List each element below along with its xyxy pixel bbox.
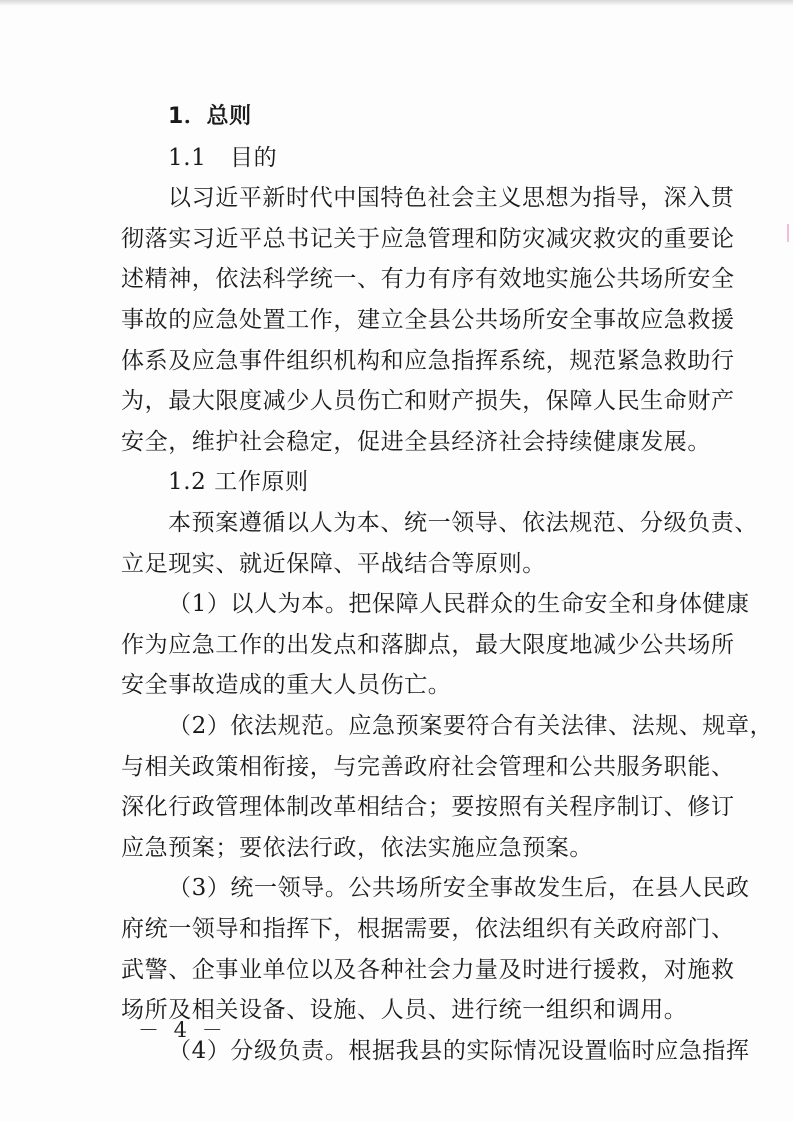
- paragraph-line: 本预案遵循以人为本、统一领导、依法规范、分级负责、: [168, 510, 758, 536]
- margin-mark: [787, 224, 789, 242]
- paragraph-line: 深化行政管理体制改革相结合；要按照有关程序制订、修订: [121, 794, 735, 821]
- paragraph-line: 与相关政策相衔接，与完善政府社会管理和公共服务职能、: [121, 753, 735, 780]
- paragraph-line: 场所及相关设备、设施、人员、进行统一组织和调用。: [121, 997, 688, 1024]
- paragraph-line: 安全，维护社会稳定，促进全县经济社会持续健康发展。: [121, 428, 711, 455]
- paragraph-line: 安全事故造成的重大人员伤亡。: [121, 672, 452, 699]
- section-heading: 1.1 目的: [168, 144, 278, 171]
- paragraph-line: （2）依法规范。应急预案要符合有关法律、法规、规章，: [168, 713, 774, 739]
- paragraph-line: （3）统一领导。公共场所安全事故发生后，在县人民政: [168, 875, 750, 902]
- paragraph-line: 为，最大限度减少人员伤亡和财产损失，保障人民生命财产: [121, 388, 735, 415]
- paragraph-line: （4）分级负责。根据我县的实际情况设置临时应急指挥: [168, 1037, 750, 1064]
- section-heading: 1.2 工作原则: [168, 469, 309, 496]
- paragraph-line: 彻落实习近平总书记关于应急管理和防灾减灾救灾的重要论: [121, 225, 735, 252]
- paragraph-line: 述精神，依法科学统一、有力有序有效地实施公共场所安全: [121, 266, 735, 293]
- paragraph-line: 体系及应急事件组织机构和应急指挥系统，规范紧急救助行: [121, 347, 735, 374]
- paragraph-line: 府统一领导和指挥下，根据需要，依法组织有关政府部门、: [121, 916, 735, 942]
- paragraph-line: 应急预案；要依法行政，依法实施应急预案。: [121, 834, 593, 861]
- page-number: － 4 －: [138, 1018, 227, 1042]
- scan-edge: [0, 0, 793, 6]
- paragraph-line: 武警、企事业单位以及各种社会力量及时进行援救，对施救: [121, 956, 735, 983]
- paragraph-line: 事故的应急处置工作，建立全县公共场所安全事故应急救援: [121, 307, 735, 333]
- paragraph-line: 作为应急工作的出发点和落脚点，最大限度地减少公共场所: [121, 631, 735, 658]
- paragraph-line: 立足现实、就近保障、平战结合等原则。: [121, 550, 546, 577]
- paragraph-line: 以习近平新时代中国特色社会主义思想为指导，深入贯: [168, 185, 735, 212]
- paragraph-line: （1）以人为本。把保障人民群众的生命安全和身体健康: [168, 591, 750, 618]
- section-heading: 1．总则: [168, 104, 252, 129]
